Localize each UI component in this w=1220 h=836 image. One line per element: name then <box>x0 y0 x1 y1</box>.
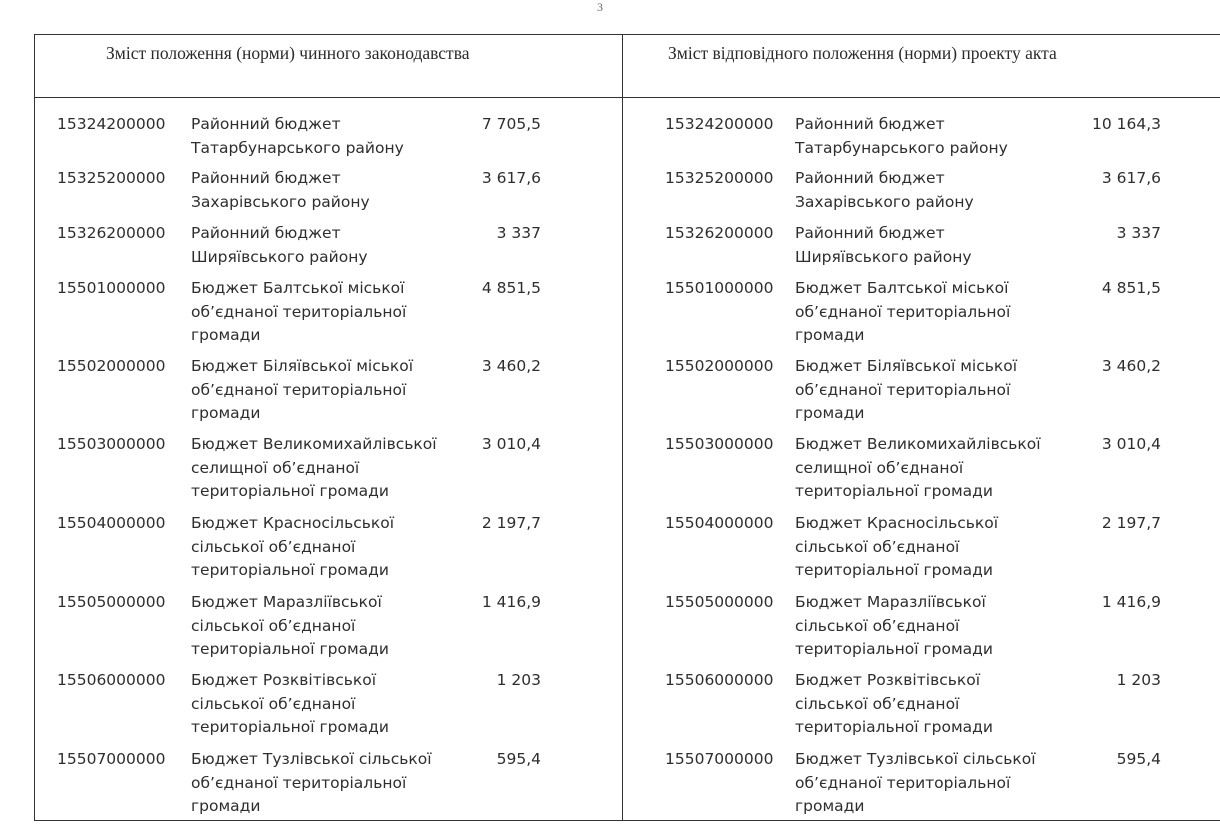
budget-name-line: Бюджет Маразліївської <box>191 593 382 611</box>
budget-amount: 595,4 <box>1116 750 1161 768</box>
page-number: 3 <box>597 0 603 14</box>
header-divider <box>35 97 1220 98</box>
budget-code: 15326200000 <box>665 224 774 242</box>
budget-name-line: громади <box>191 404 261 422</box>
budget-name-line: Захарівського району <box>191 192 370 211</box>
budget-name-line: селищної об’єднаної <box>795 458 964 477</box>
budget-amount: 3 460,2 <box>481 357 541 375</box>
budget-amount: 595,4 <box>496 750 541 768</box>
budget-name-line: громади <box>191 326 261 344</box>
budget-name-line: Бюджет Тузлівської сільської <box>191 750 432 768</box>
budget-name-line: Бюджет Красносільської <box>795 514 999 532</box>
budget-name-line: сільської об’єднаної <box>795 616 960 635</box>
budget-code: 15506000000 <box>665 671 774 689</box>
budget-name <box>795 277 1010 348</box>
budget-amount: 3 617,6 <box>1101 169 1161 187</box>
draft-act-column-header: Зміст відповідного положення (норми) проекту акта <box>668 43 1057 63</box>
budget-name <box>795 222 972 269</box>
budget-name <box>191 277 406 348</box>
budget-amount: 4 851,5 <box>481 279 541 297</box>
budget-name-line: громади <box>795 797 865 815</box>
budget-name <box>191 591 389 662</box>
budget-name <box>191 748 432 819</box>
budget-name-line: об’єднаної територіальної <box>191 380 407 399</box>
budget-amount: 3 010,4 <box>481 435 541 453</box>
budget-name-line: сільської об’єднаної <box>191 537 356 556</box>
budget-name-line: громади <box>191 797 261 815</box>
budget-code: 15507000000 <box>665 750 774 768</box>
budget-name-line: сільської об’єднаної <box>191 694 356 713</box>
budget-name <box>795 167 974 214</box>
current-law-column-header: Зміст положення (норми) чинного законодавства <box>106 43 470 63</box>
budget-code: 15324200000 <box>665 115 774 133</box>
budget-amount: 10 164,3 <box>1091 115 1161 133</box>
budget-name-line: громади <box>795 404 865 422</box>
budget-amount: 3 010,4 <box>1101 435 1161 453</box>
budget-amount: 3 337 <box>496 224 541 242</box>
budget-name-line: Районний бюджет <box>191 115 341 133</box>
budget-name <box>795 433 1041 504</box>
budget-name <box>795 669 993 740</box>
budget-name-line: сільської об’єднаної <box>191 616 356 635</box>
budget-name <box>191 355 413 426</box>
budget-code: 15505000000 <box>665 593 774 611</box>
budget-name-line: Бюджет Балтської міської <box>191 279 405 297</box>
budget-name-line: Бюджет Великомихайлівської <box>191 435 437 453</box>
budget-name-line: територіальної громади <box>191 561 389 579</box>
budget-name-line: Бюджет Красносільської <box>191 514 395 532</box>
budget-amount: 1 203 <box>496 671 541 689</box>
budget-amount: 3 337 <box>1116 224 1161 242</box>
budget-name-line: об’єднаної територіальної <box>795 302 1011 321</box>
budget-code: 15501000000 <box>57 279 166 297</box>
budget-name <box>795 591 993 662</box>
budget-name-line: Бюджет Балтської міської <box>795 279 1009 297</box>
budget-code: 15507000000 <box>57 750 166 768</box>
comparison-table <box>34 34 1220 821</box>
budget-name-line: об’єднаної територіальної <box>795 773 1011 792</box>
budget-name-line: Ширяївського району <box>191 247 368 266</box>
budget-code: 15325200000 <box>665 169 774 187</box>
budget-name <box>795 355 1017 426</box>
budget-amount: 2 197,7 <box>1101 514 1161 532</box>
budget-name-line: Районний бюджет <box>191 224 341 242</box>
budget-name-line: Бюджет Маразліївської <box>795 593 986 611</box>
budget-name-line: Бюджет Біляївської міської <box>795 357 1018 375</box>
budget-code: 15502000000 <box>57 357 166 375</box>
budget-name-line: територіальної громади <box>191 640 389 658</box>
budget-name-line: територіальної громади <box>795 482 993 500</box>
budget-amount: 1 203 <box>1116 671 1161 689</box>
budget-name-line: територіальної громади <box>795 718 993 736</box>
budget-code: 15501000000 <box>665 279 774 297</box>
budget-amount: 3 460,2 <box>1101 357 1161 375</box>
budget-name-line: територіальної громади <box>191 718 389 736</box>
budget-name <box>795 113 1008 160</box>
budget-name <box>191 433 437 504</box>
budget-code: 15324200000 <box>57 115 166 133</box>
budget-name <box>191 512 394 583</box>
budget-name <box>191 113 404 160</box>
budget-amount: 3 617,6 <box>481 169 541 187</box>
budget-name-line: сільської об’єднаної <box>795 694 960 713</box>
budget-name-line: територіальної громади <box>795 640 993 658</box>
budget-name-line: Захарівського району <box>795 192 974 211</box>
budget-name-line: Татарбунарського району <box>191 138 404 157</box>
budget-name-line: Бюджет Тузлівської сільської <box>795 750 1036 768</box>
budget-name <box>191 222 368 269</box>
budget-name-line: територіальної громади <box>795 561 993 579</box>
budget-name-line: Бюджет Біляївської міської <box>191 357 414 375</box>
budget-amount: 2 197,7 <box>481 514 541 532</box>
budget-code: 15502000000 <box>665 357 774 375</box>
budget-name-line: Районний бюджет <box>795 115 945 133</box>
budget-code: 15325200000 <box>57 169 166 187</box>
column-divider <box>622 35 623 820</box>
budget-name-line: територіальної громади <box>191 482 389 500</box>
budget-name-line: Районний бюджет <box>191 169 341 187</box>
budget-name-line: селищної об’єднаної <box>191 458 360 477</box>
budget-name-line: сільської об’єднаної <box>795 537 960 556</box>
budget-name-line: об’єднаної територіальної <box>191 773 407 792</box>
budget-code: 15503000000 <box>57 435 166 453</box>
budget-name <box>795 748 1036 819</box>
budget-name-line: об’єднаної територіальної <box>795 380 1011 399</box>
budget-name-line: Бюджет Великомихайлівської <box>795 435 1041 453</box>
budget-code: 15506000000 <box>57 671 166 689</box>
budget-amount: 7 705,5 <box>481 115 541 133</box>
budget-amount: 1 416,9 <box>1101 593 1161 611</box>
budget-amount: 4 851,5 <box>1101 279 1161 297</box>
budget-code: 15326200000 <box>57 224 166 242</box>
budget-code: 15503000000 <box>665 435 774 453</box>
budget-name-line: Районний бюджет <box>795 224 945 242</box>
budget-name-line: Татарбунарського району <box>795 138 1008 157</box>
budget-name-line: об’єднаної територіальної <box>191 302 407 321</box>
budget-name <box>795 512 998 583</box>
budget-name-line: Ширяївського району <box>795 247 972 266</box>
budget-code: 15504000000 <box>57 514 166 532</box>
budget-code: 15505000000 <box>57 593 166 611</box>
budget-code: 15504000000 <box>665 514 774 532</box>
budget-name-line: громади <box>795 326 865 344</box>
budget-name <box>191 167 370 214</box>
budget-name <box>191 669 389 740</box>
budget-name-line: Бюджет Розквітівської <box>795 671 981 689</box>
budget-amount: 1 416,9 <box>481 593 541 611</box>
budget-name-line: Бюджет Розквітівської <box>191 671 377 689</box>
budget-name-line: Районний бюджет <box>795 169 945 187</box>
